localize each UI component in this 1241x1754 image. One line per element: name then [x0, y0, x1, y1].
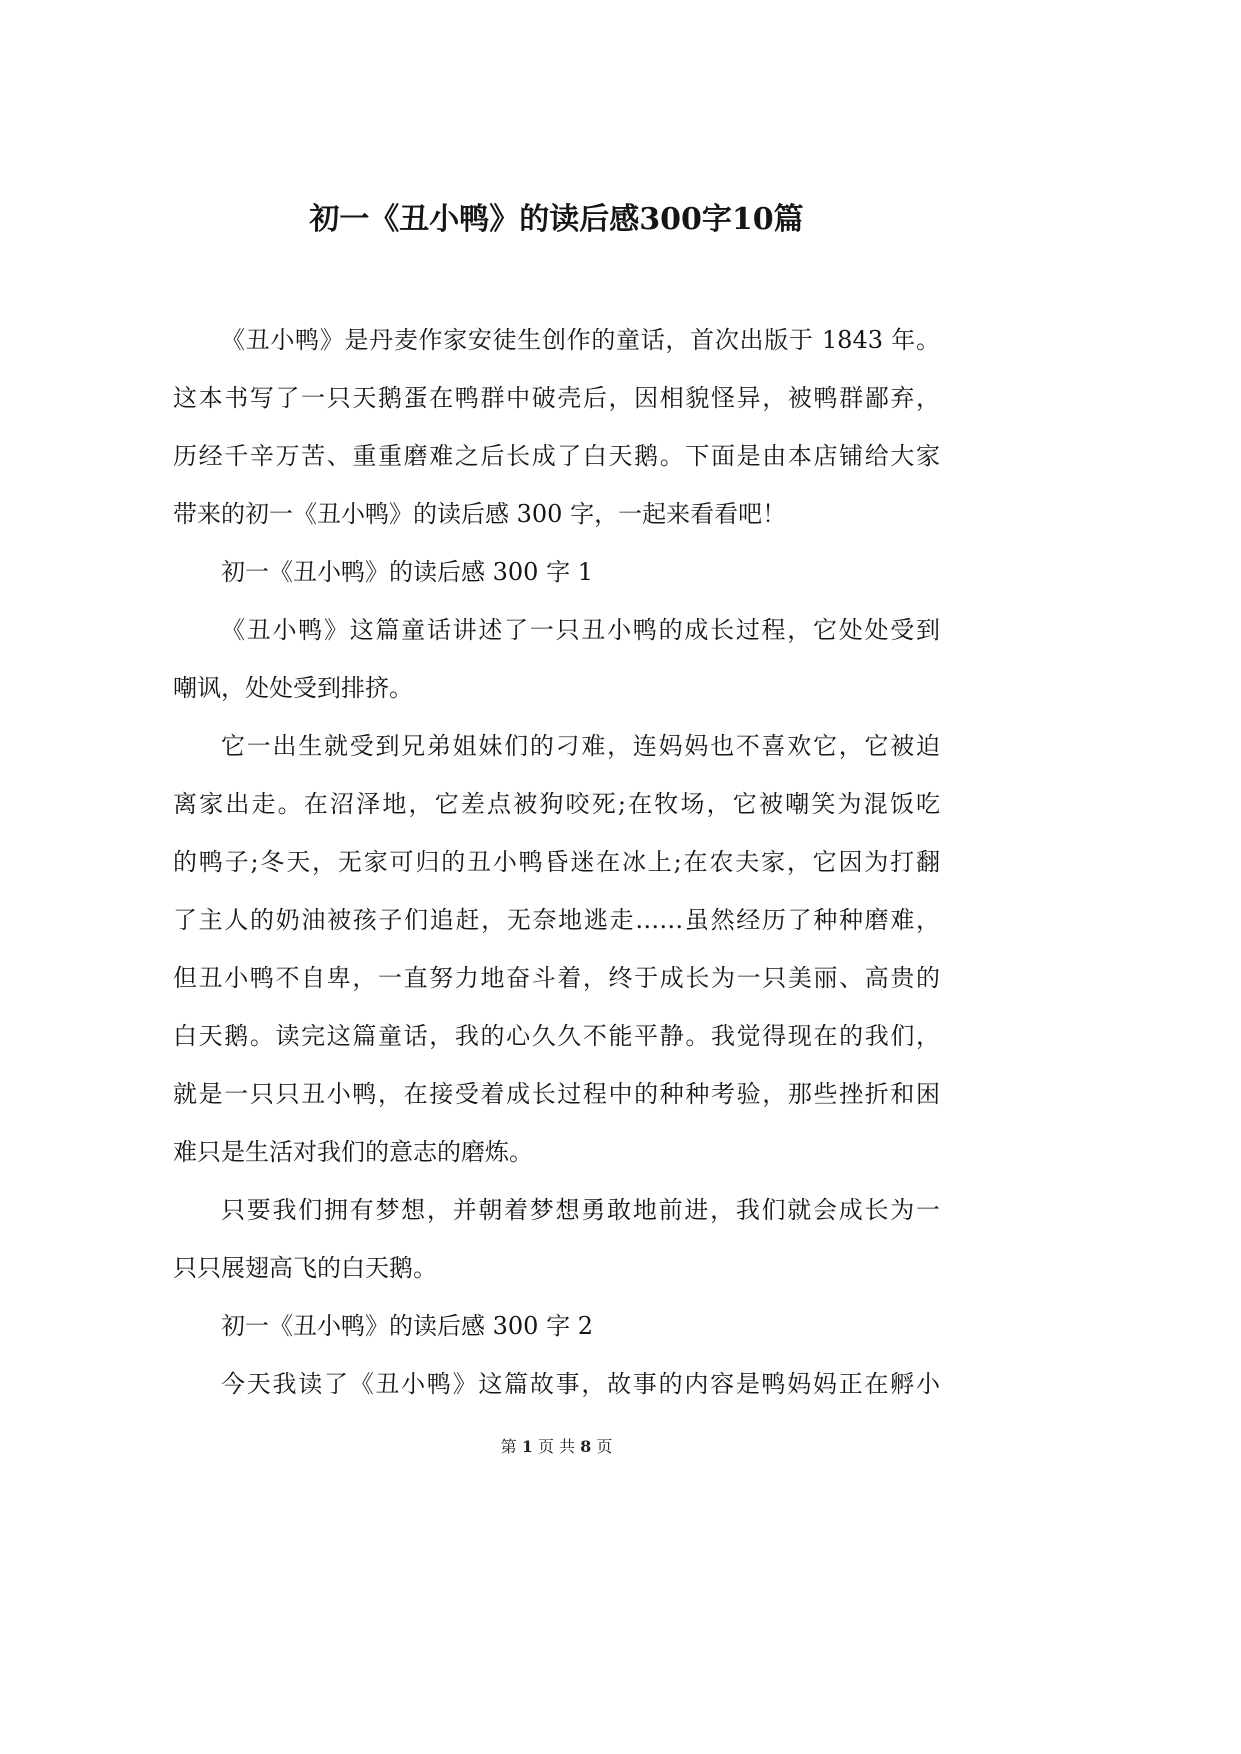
- document-title: 初一《丑小鸭》的读后感300字10篇: [309, 202, 804, 237]
- text-line: 嘲讽，处处受到排挤。: [173, 674, 413, 702]
- text-line: 带来的初一《丑小鸭》的读后感 300 字，一起来看看吧！: [173, 500, 787, 528]
- text-line: 《丑小鸭》是丹麦作家安徒生创作的童话，首次出版于 1843 年。: [221, 326, 940, 354]
- text-line: 《丑小鸭》这篇童话讲述了一只丑小鸭的成长过程，它处处受到: [221, 616, 940, 644]
- document-body: [173, 311, 940, 1413]
- page-footer-prefix: 第: [500, 1437, 517, 1456]
- intro-paragraph: [173, 311, 940, 543]
- current-page-number: 1: [521, 1437, 533, 1456]
- section-heading-2: [173, 1297, 940, 1355]
- text-line: 离家出走。在沼泽地，它差点被狗咬死;在牧场，它被嘲笑为混饭吃: [173, 790, 940, 818]
- section-2-paragraph-1: [173, 1355, 940, 1413]
- text-line: 历经千辛万苦、重重磨难之后长成了白天鹅。下面是由本店铺给大家: [173, 442, 940, 470]
- section-heading-text: 初一《丑小鸭》的读后感 300 字 2: [221, 1312, 593, 1340]
- text-line: 难只是生活对我们的意志的磨炼。: [173, 1138, 533, 1166]
- section-1-paragraph-2: [173, 717, 940, 1181]
- text-line: 就是一只只丑小鸭，在接受着成长过程中的种种考验，那些挫折和困: [173, 1080, 940, 1108]
- text-line: 只要我们拥有梦想，并朝着梦想勇敢地前进，我们就会成长为一: [221, 1196, 940, 1224]
- page-footer-middle: 页 共: [537, 1437, 576, 1456]
- text-line: 了主人的奶油被孩子们追赶，无奈地逃走……虽然经历了种种磨难，: [173, 906, 940, 934]
- text-line: 只只展翅高飞的白天鹅。: [173, 1254, 437, 1282]
- text-line: 白天鹅。读完这篇童话，我的心久久不能平静。我觉得现在的我们，: [173, 1022, 940, 1050]
- section-heading-1: [173, 543, 940, 601]
- text-line: 但丑小鸭不自卑，一直努力地奋斗着，终于成长为一只美丽、高贵的: [173, 964, 940, 992]
- text-line: 今天我读了《丑小鸭》这篇故事，故事的内容是鸭妈妈正在孵小: [221, 1370, 940, 1398]
- section-1-paragraph-3: [173, 1181, 940, 1297]
- text-line: 的鸭子;冬天，无家可归的丑小鸭昏迷在冰上;在农夫家，它因为打翻: [173, 848, 940, 876]
- page-footer: [173, 1434, 940, 1460]
- text-line: 它一出生就受到兄弟姐妹们的刁难，连妈妈也不喜欢它，它被迫: [221, 732, 940, 760]
- section-heading-text: 初一《丑小鸭》的读后感 300 字 1: [221, 558, 593, 586]
- total-pages-number: 8: [580, 1437, 592, 1456]
- section-1-paragraph-1: [173, 601, 940, 717]
- page-footer-suffix: 页: [596, 1437, 613, 1456]
- text-line: 这本书写了一只天鹅蛋在鸭群中破壳后，因相貌怪异，被鸭群鄙弃，: [173, 384, 940, 412]
